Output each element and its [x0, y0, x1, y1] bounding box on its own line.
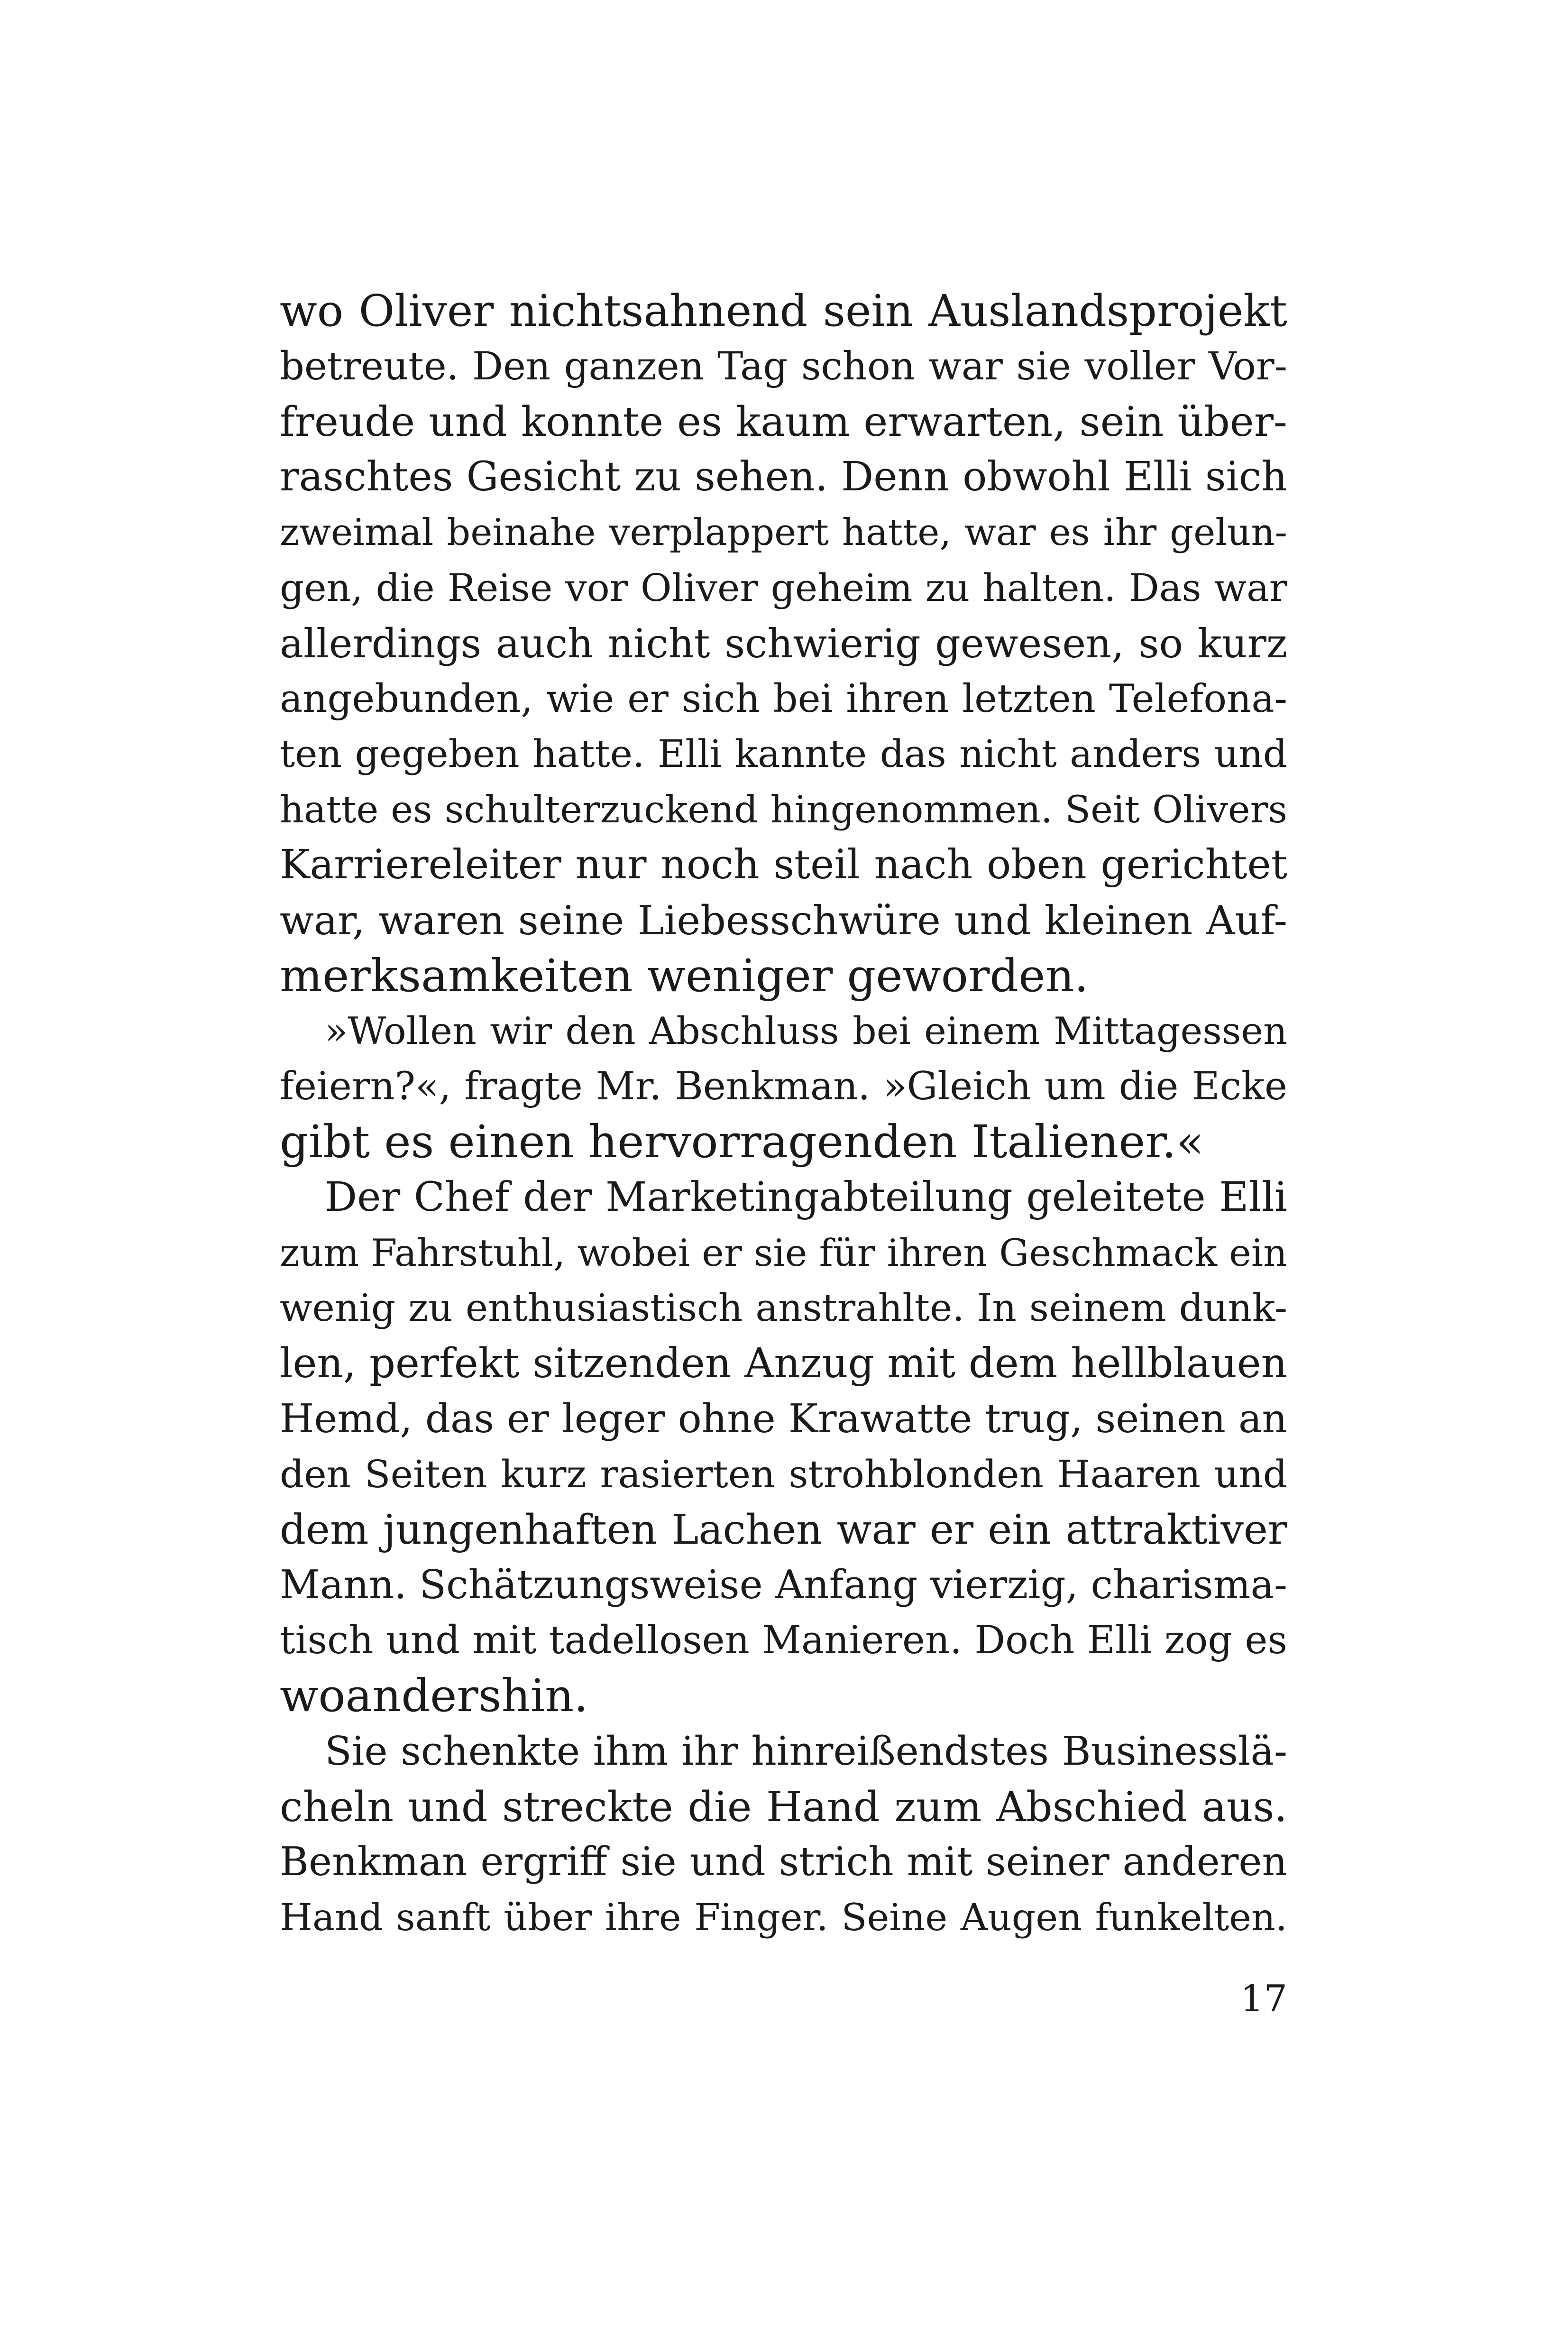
text-line: Karriereleiter nur noch steil nach oben gerichtet [280, 841, 1287, 888]
text-line: zum Fahrstuhl, wobei er sie für ihren Geschmack ein [280, 1231, 1287, 1275]
text-line: gen, die Reise vor Oliver geheim zu halten. Das war [280, 565, 1287, 610]
text-line: Der Chef der Marketingabteilung geleitete Elli [325, 1173, 1287, 1221]
text-line: cheln und streckte die Hand zum Abschied aus. [280, 1782, 1287, 1831]
text-line: tisch und mit tadellosen Manieren. Doch Elli zog es [280, 1618, 1287, 1663]
text-line: war, waren seine Liebesschwüre und kleinen Auf- [280, 897, 1287, 944]
text-line: hatte es schulterzuckend hingenommen. Seit Olivers [280, 788, 1287, 832]
text-line: zweimal beinahe verplappert hatte, war es ihr gelun- [280, 511, 1287, 554]
text-line: len, perfekt sitzenden Anzug mit dem hellblauen [280, 1340, 1287, 1388]
text-line: raschtes Gesicht zu sehen. Denn obwohl Elli sich [280, 453, 1287, 501]
text-line: freude und konnte es kaum erwarten, sein über- [280, 398, 1287, 446]
text-line: ten gegeben hatte. Elli kannte das nicht anders und [280, 732, 1287, 776]
body-text [280, 284, 1287, 1945]
text-line: allerdings auch nicht schwierig gewesen, so kurz [280, 620, 1287, 667]
text-line: woandershin. [280, 1669, 588, 1722]
text-line: gibt es einen hervorragenden Italiener.« [280, 1115, 1204, 1168]
text-line: den Seiten kurz rasierten strohblonden Haaren und [280, 1452, 1287, 1496]
page-number: 17 [1240, 1978, 1287, 2020]
text-line: Benkman ergriff sie und strich mit seiner anderen [280, 1839, 1287, 1885]
text-line: Sie schenkte ihm ihr hinreißendstes Businesslä- [325, 1728, 1287, 1774]
text-line: »Wollen wir den Abschluss bei einem Mittagessen [325, 1009, 1287, 1053]
text-line: betreute. Den ganzen Tag schon war sie voller Vor- [280, 344, 1287, 389]
text-line: wenig zu enthusiastisch anstrahlte. In seinem dunk- [280, 1286, 1287, 1330]
text-line: wo Oliver nichtsahnend sein Auslandsprojekt [280, 285, 1287, 336]
text-line: feiern?«, fragte Mr. Benkman. »Gleich um die Ecke [280, 1064, 1287, 1109]
text-line: Hemd, das er leger ohne Krawatte trug, seinen an [280, 1395, 1287, 1442]
text-line: merksamkeiten weniger geworden. [280, 949, 1089, 1002]
text-line: Hand sanft über ihre Finger. Seine Augen funkelten. [280, 1896, 1287, 1940]
text-line: dem jungenhaften Lachen war er ein attraktiver [280, 1506, 1287, 1554]
text-line: Mann. Schätzungsweise Anfang vierzig, charisma- [280, 1562, 1287, 1608]
text-line: angebunden, wie er sich bei ihren letzten Telefona- [280, 676, 1287, 721]
